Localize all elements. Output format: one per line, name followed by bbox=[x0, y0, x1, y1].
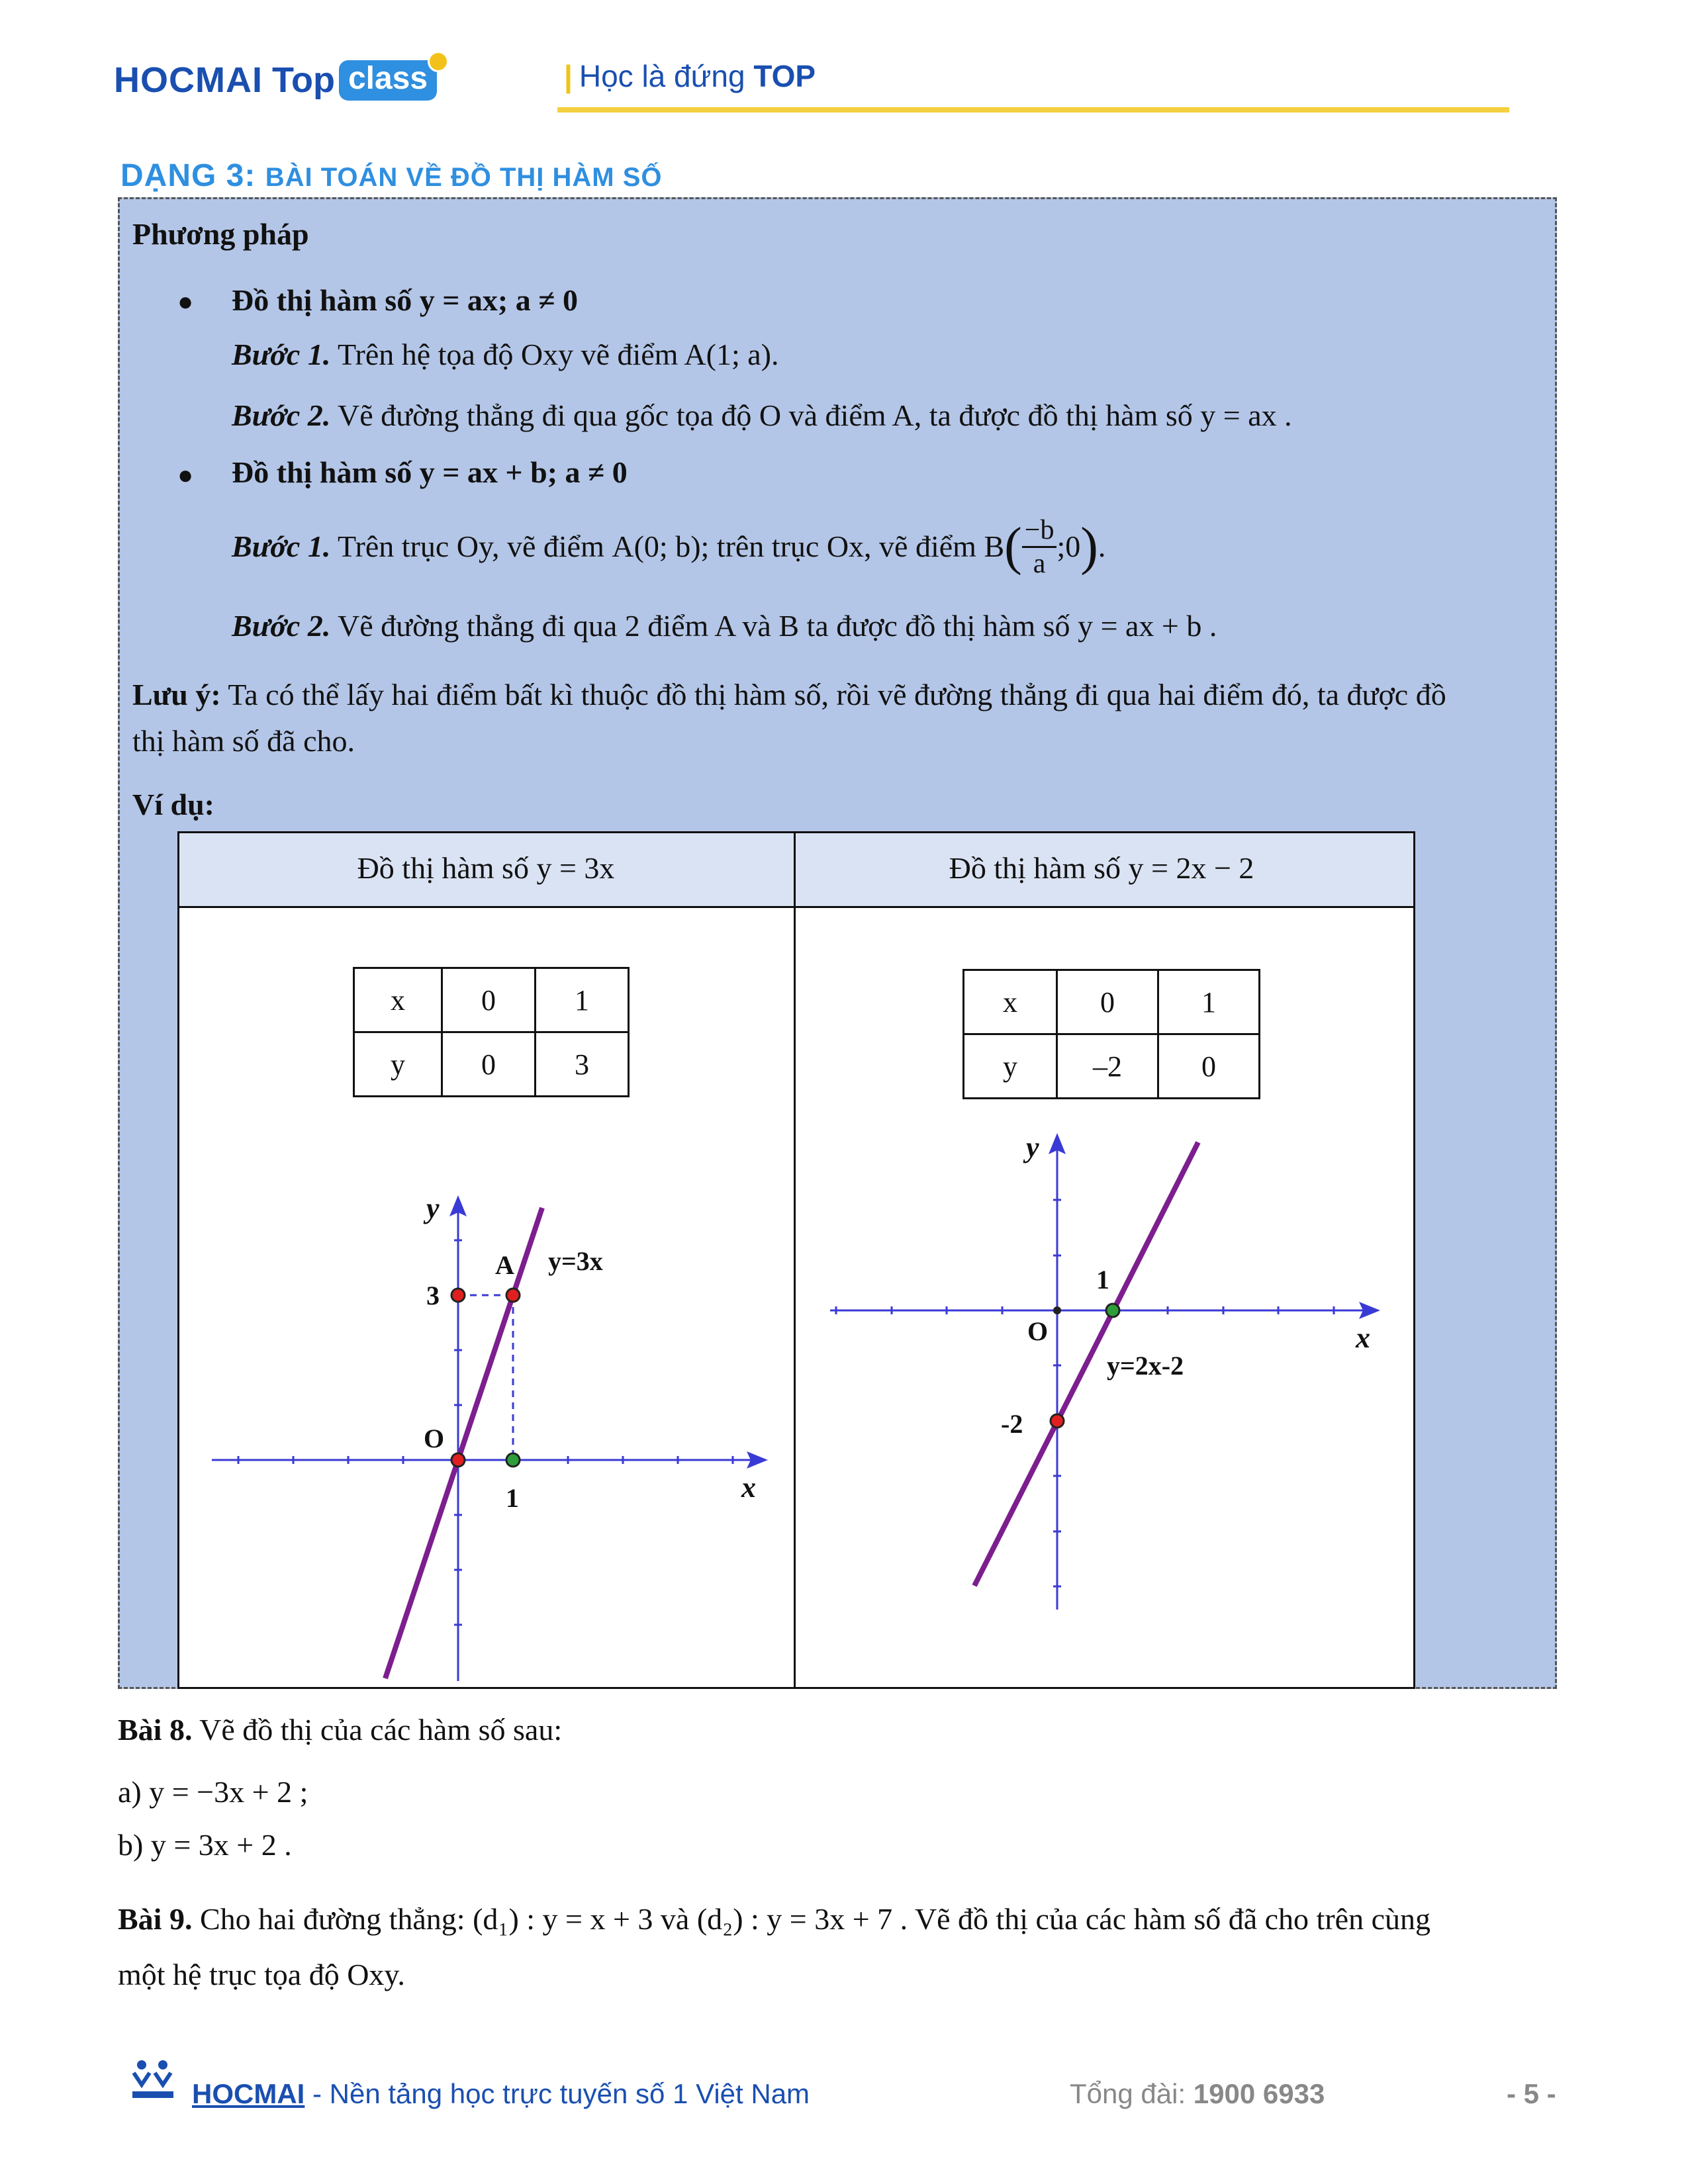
axis-ticks bbox=[836, 1200, 1334, 1586]
graph-left-tick-3: 3 bbox=[426, 1281, 440, 1310]
line-y-3x bbox=[385, 1208, 542, 1678]
fraction-minus-b-over-a: $\frac{-b}{a}$ bbox=[1022, 514, 1057, 580]
table-row: y 0 3 bbox=[354, 1032, 629, 1097]
graph-right-line-label: y=2x-2 bbox=[1107, 1351, 1184, 1381]
logo-brand: HOCMAI bbox=[114, 60, 263, 100]
bai9-line1: Bài 9. Cho hai đường thẳng: (d₁) : y = x + 3 và (d₂) : y = 3x + 7 . Vẽ đồ thị của các hàm số đã cho trên cùng bbox=[118, 1902, 1430, 1936]
bullet2-step1: Bước 1. Trên trục Oy, vẽ điểm A(0; b) ; trên trục Ox, vẽ điểm B ( $\frac{-b}{a}$ ;0 ) . bbox=[232, 514, 1106, 579]
table-row: y –2 0 bbox=[964, 1034, 1260, 1099]
point-origin bbox=[1053, 1306, 1061, 1314]
page-number: - 5 - bbox=[1507, 2078, 1556, 2109]
tagline-text: Học là đứng bbox=[579, 59, 754, 93]
note-line2: thị hàm số đã cho. bbox=[132, 724, 355, 758]
graph-left-point-a-label: A bbox=[495, 1250, 514, 1280]
point-x1 bbox=[506, 1453, 520, 1467]
point-y3 bbox=[451, 1289, 465, 1302]
graph-right-y-label: y bbox=[1026, 1131, 1039, 1163]
table-row: x 0 1 bbox=[354, 968, 629, 1032]
bullet1-title: Đồ thị hàm số y = ax; a ≠ 0 bbox=[232, 283, 578, 317]
footer-hotline: Tổng đài: 1900 6933 bbox=[1070, 2078, 1325, 2109]
point-x1 bbox=[1106, 1304, 1119, 1317]
bai9-line2: một hệ trục tọa độ Oxy. bbox=[118, 1958, 405, 1991]
hocmai-people-icon bbox=[130, 2058, 176, 2102]
example-label: Ví dụ: bbox=[132, 788, 214, 821]
footer-left: HOCMAI - Nền tảng học trực tuyến số 1 Việt Nam bbox=[192, 2078, 810, 2109]
point-origin bbox=[451, 1453, 465, 1467]
bullet2-step2: Bước 2. Vẽ đường thẳng đi qua 2 điểm A và B ta được đồ thị hàm số y = ax + b . bbox=[232, 609, 1217, 643]
method-heading: Phương pháp bbox=[132, 217, 309, 251]
bai8-a: a) y = −3x + 2 ; bbox=[118, 1775, 308, 1809]
graph-right-tick-1: 1 bbox=[1096, 1265, 1109, 1295]
graph-left-line-label: y=3x bbox=[548, 1246, 603, 1276]
point-a bbox=[506, 1289, 520, 1302]
graph-left-origin-label: O bbox=[424, 1424, 445, 1453]
bullet1-step2: Bước 2. Vẽ đường thẳng đi qua gốc tọa độ O và điểm A, ta được đồ thị hàm số y = ax . bbox=[232, 398, 1292, 432]
logo-top: Top bbox=[271, 60, 335, 100]
bullet-icon: ● bbox=[177, 460, 194, 490]
bullet-icon: ● bbox=[177, 287, 194, 316]
graph-left-tick-1: 1 bbox=[506, 1483, 519, 1513]
bai8-title: Bài 8. Vẽ đồ thị của các hàm số sau: bbox=[118, 1713, 563, 1747]
section-title-main: BÀI TOÁN VỀ ĐỒ THỊ HÀM SỐ bbox=[265, 163, 663, 192]
graph-right-x-label: x bbox=[1356, 1322, 1370, 1354]
graph-left-y-label: y bbox=[426, 1192, 440, 1224]
point-y-minus2 bbox=[1051, 1414, 1064, 1428]
table-row: x 0 1 bbox=[964, 970, 1260, 1034]
section-title-prefix: DẠNG 3: bbox=[120, 158, 265, 193]
bullet2-title: Đồ thị hàm số y = ax + b; a ≠ 0 bbox=[232, 455, 628, 489]
bullet1-step1: Bước 1. Trên hệ tọa độ Oxy vẽ điểm A(1; a). bbox=[232, 338, 779, 371]
note-line1: Lưu ý: Ta có thể lấy hai điểm bất kì thuộc đồ thị hàm số, rồi vẽ đường thẳng đi qua hai điểm đó, ta được đồ bbox=[132, 678, 1446, 711]
tagline: | Học là đứng TOP bbox=[564, 59, 816, 93]
bai8-b: b) y = 3x + 2 . bbox=[118, 1828, 292, 1862]
example-right-header: Đồ thị hàm số y = 2x − 2 bbox=[949, 851, 1254, 885]
example-left-header: Đồ thị hàm số y = 3x bbox=[357, 851, 615, 885]
graph-right-origin-label: O bbox=[1027, 1316, 1049, 1346]
tagline-bold: TOP bbox=[753, 59, 816, 93]
graph-right-tick-minus2: -2 bbox=[1001, 1409, 1023, 1439]
graph-left-x-label: x bbox=[741, 1471, 756, 1504]
logo-class-text: class bbox=[348, 60, 428, 96]
footer-brand-link[interactable]: HOCMAI bbox=[192, 2078, 305, 2109]
axis-ticks bbox=[238, 1240, 733, 1625]
